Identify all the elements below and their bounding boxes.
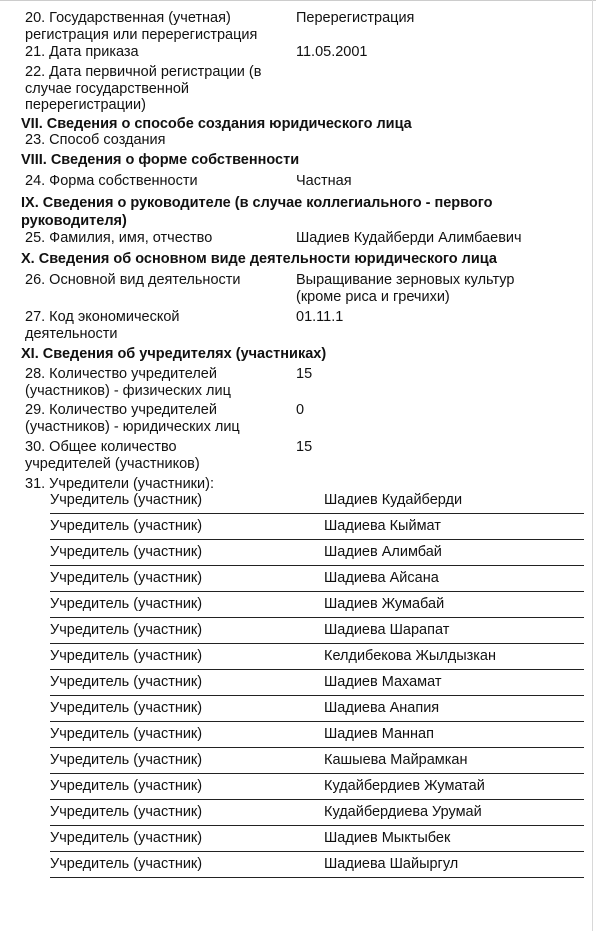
field-label: 26. Основной вид деятельности: [25, 272, 241, 288]
founder-name: Шадиева Шарапат: [324, 622, 450, 638]
founder-row: [50, 513, 584, 540]
founder-name: Шадиев Махамат: [324, 674, 442, 690]
founder-name: Шадиева Кыймат: [324, 518, 441, 534]
field-value: 15: [296, 439, 313, 455]
founder-name: Шадиева Айсана: [324, 570, 439, 586]
founder-name: Шадиева Анапия: [324, 700, 440, 716]
field-value: Перерегистрация: [296, 10, 415, 26]
field-label: 27. Код экономической деятельности: [25, 309, 180, 342]
founder-name: Кудайбердиев Жуматай: [324, 778, 485, 794]
founder-row: [50, 487, 584, 514]
field-label: 24. Форма собственности: [25, 173, 198, 189]
founder-name: Кудайбердиева Урумай: [324, 804, 482, 820]
founder-row: [50, 773, 584, 800]
page-top-border: [0, 0, 596, 6]
field-label: 30. Общее количество учредителей (участников): [25, 439, 200, 472]
founder-row: [50, 669, 584, 696]
founder-row: [50, 825, 584, 852]
founder-role: Учредитель (участник): [50, 778, 203, 794]
founder-row: [50, 643, 584, 670]
field-label: 20. Государственная (учетная) регистрация или перерегистрация: [25, 10, 258, 43]
founder-role: Учредитель (участник): [50, 596, 203, 612]
founder-name: Шадиева Шайыргул: [324, 856, 459, 872]
field-label: 22. Дата первичной регистрации (в случае государственной перерегистрации): [25, 64, 262, 113]
field-value: 15: [296, 366, 313, 382]
field-label: 21. Дата приказа: [25, 44, 139, 60]
founder-role: Учредитель (участник): [50, 492, 203, 508]
field-label: 28. Количество учредителей (участников) - физических лиц: [25, 366, 231, 399]
founder-row: [50, 617, 584, 644]
field-value: 0: [296, 402, 305, 418]
founder-role: Учредитель (участник): [50, 674, 203, 690]
founder-role: Учредитель (участник): [50, 752, 203, 768]
founder-role: Учредитель (участник): [50, 700, 203, 716]
field-value: Выращивание зерновых культур (кроме риса и гречихи): [296, 272, 515, 305]
field-value: Шадиев Кудайберди Алимбаевич: [296, 230, 522, 246]
founder-role: Учредитель (участник): [50, 726, 203, 742]
founder-row: [50, 539, 584, 566]
founder-row: [50, 851, 584, 878]
field-value: 11.05.2001: [296, 44, 368, 60]
founder-row: [50, 747, 584, 774]
founder-role: Учредитель (участник): [50, 804, 203, 820]
field-label: 31. Учредители (участники):: [25, 476, 214, 492]
field-value: 01.11.1: [296, 309, 344, 325]
founder-row: [50, 799, 584, 826]
founder-role: Учредитель (участник): [50, 648, 203, 664]
field-value: Частная: [296, 173, 352, 189]
founder-row: [50, 565, 584, 592]
founder-name: Кашыева Майрамкан: [324, 752, 468, 768]
founder-name: Шадиев Маннап: [324, 726, 434, 742]
section-heading-ix: IX. Сведения о руководителе (в случае коллегиального - первого руководителя): [21, 195, 493, 229]
field-label: 23. Способ создания: [25, 132, 166, 148]
page-right-border: [592, 0, 593, 931]
founder-name: Шадиев Мыктыбек: [324, 830, 451, 846]
founder-role: Учредитель (участник): [50, 622, 203, 638]
founder-role: Учредитель (участник): [50, 518, 203, 534]
founder-name: Шадиев Жумабай: [324, 596, 445, 612]
section-heading-xi: XI. Сведения об учредителях (участниках): [21, 346, 327, 362]
founder-name: Шадиев Алимбай: [324, 544, 442, 560]
section-heading-viii: VIII. Сведения о форме собственности: [21, 152, 300, 168]
founder-role: Учредитель (участник): [50, 570, 203, 586]
founder-role: Учредитель (участник): [50, 856, 203, 872]
founder-row: [50, 591, 584, 618]
field-label: 29. Количество учредителей (участников) - юридических лиц: [25, 402, 240, 435]
founder-row: [50, 695, 584, 722]
founder-name: Шадиев Кудайберди: [324, 492, 463, 508]
field-label: 25. Фамилия, имя, отчество: [25, 230, 213, 246]
section-heading-vii: VII. Сведения о способе создания юридического лица: [21, 116, 412, 132]
founder-row: [50, 721, 584, 748]
founder-role: Учредитель (участник): [50, 544, 203, 560]
section-heading-x: X. Сведения об основном виде деятельности юридического лица: [21, 251, 497, 267]
founder-name: Келдибекова Жылдызкан: [324, 648, 496, 664]
founder-role: Учредитель (участник): [50, 830, 203, 846]
